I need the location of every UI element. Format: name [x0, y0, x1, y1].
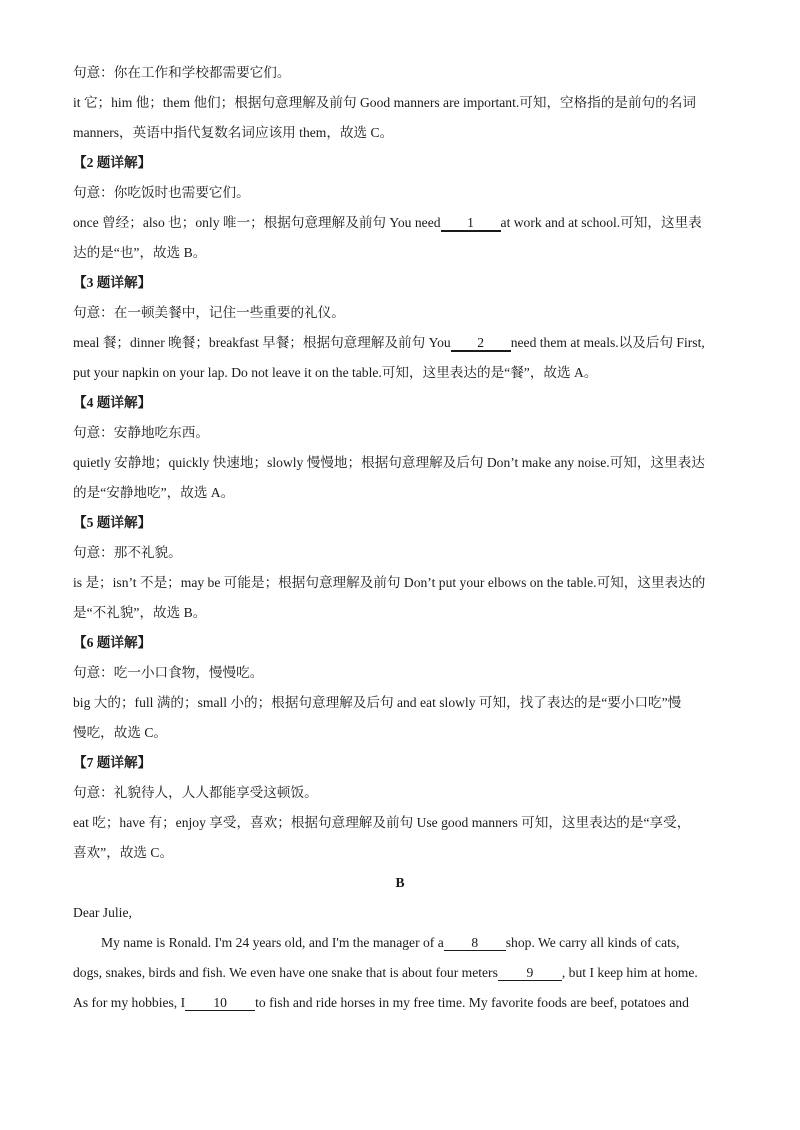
q3-blank-2: 2	[451, 335, 511, 352]
blank-8: 8	[444, 935, 506, 951]
q6-explanation-line-1: big 大的；full 满的；small 小的；根据句意理解及后句 and eat slowly 可知，找了表达的是“要小口吃”慢	[73, 695, 682, 710]
passage-line-1-text-a: My name is Ronald. I'm 24 years old, and I'm the manager of a	[101, 935, 444, 950]
q7-heading: 【7 题详解】	[73, 755, 152, 770]
q3-explanation-line-2: put your napkin on your lap. Do not leave it on the table.可知，这里表达的是“餐”，故选 A。	[73, 365, 598, 380]
passage-line-2	[73, 964, 730, 982]
q4-explanation-line-2: 的是“安静地吃”，故选 A。	[73, 485, 235, 500]
q6-sentence-meaning: 句意：吃一小口食物，慢慢吃。	[73, 665, 264, 680]
q3-sentence-meaning: 句意：在一顿美餐中，记住一些重要的礼仪。	[73, 305, 345, 320]
passage-line-3-text-a: As for my hobbies, I	[73, 995, 186, 1010]
q2-explanation-line-2: 达的是“也”，故选 B。	[73, 245, 207, 260]
q4-explanation-line-1: quietly 安静地；quickly 快速地；slowly 慢慢地；根据句意理解及后句 Don’t make any noise.可知，这里表达	[73, 455, 705, 470]
q5-sentence-meaning: 句意：那不礼貌。	[73, 545, 182, 560]
letter-greeting: Dear Julie,	[73, 905, 132, 920]
q2-blank-1: 1	[441, 215, 501, 232]
q2-sentence-meaning: 句意：你吃饭时也需要它们。	[73, 185, 250, 200]
passage-line-1	[101, 934, 730, 952]
q5-explanation-line-1: is 是；isn’t 不是；may be 可能是；根据句意理解及前句 Don’t put your elbows on the table.可知，这里表达的	[73, 575, 706, 590]
q3-heading: 【3 题详解】	[73, 275, 152, 290]
q3-explanation-line-1	[73, 334, 730, 352]
q7-explanation-line-1: eat 吃；have 有；enjoy 享受，喜欢；根据句意理解及前句 Use good manners 可知，这里表达的是“享受，	[73, 815, 691, 830]
passage-line-3-text-b: to fish and ride horses in my free time. My favorite foods are beef, potatoes and	[255, 995, 689, 1010]
q1-sentence-meaning: 句意：你在工作和学校都需要它们。	[73, 65, 291, 80]
q1-explanation-line-2: manners，英语中指代复数名词应该用 them，故选 C。	[73, 125, 394, 140]
passage-line-1-text-b: shop. We carry all kinds of cats,	[505, 935, 680, 950]
q2-explanation-text-b: at work and at school.可知，这里表	[500, 215, 702, 230]
q3-explanation-text-a: meal 餐；dinner 晚餐；breakfast 早餐；根据句意理解及前句 You	[73, 335, 451, 350]
q5-heading: 【5 题详解】	[73, 515, 152, 530]
q4-sentence-meaning: 句意：安静地吃东西。	[73, 425, 209, 440]
q4-heading: 【4 题详解】	[73, 395, 152, 410]
q7-explanation-line-2: 喜欢”，故选 C。	[73, 845, 174, 860]
section-b-title: B	[395, 875, 405, 890]
q6-explanation-line-2: 慢吃，故选 C。	[73, 725, 168, 740]
passage-line-2-text-b: , but I keep him at home.	[561, 965, 698, 980]
passage-line-3	[73, 994, 730, 1012]
q5-explanation-line-2: 是“不礼貌”，故选 B。	[73, 605, 207, 620]
blank-9: 9	[498, 965, 562, 981]
q2-explanation-line-1	[73, 214, 730, 232]
q3-explanation-text-b: need them at meals.以及后句 First,	[510, 335, 705, 350]
blank-10: 10	[185, 995, 255, 1011]
q2-heading: 【2 题详解】	[73, 155, 152, 170]
q6-heading: 【6 题详解】	[73, 635, 152, 650]
q1-explanation-line-1: it 它；him 他；them 他们；根据句意理解及前句 Good manners are important.可知，空格指的是前句的名词	[73, 95, 696, 110]
q2-explanation-text-a: once 曾经；also 也；only 唯一；根据句意理解及前句 You need	[73, 215, 441, 230]
passage-line-2-text-a: dogs, snakes, birds and fish. We even have one snake that is about four meters	[73, 965, 498, 980]
q7-sentence-meaning: 句意：礼貌待人，人人都能享受这顿饭。	[73, 785, 318, 800]
